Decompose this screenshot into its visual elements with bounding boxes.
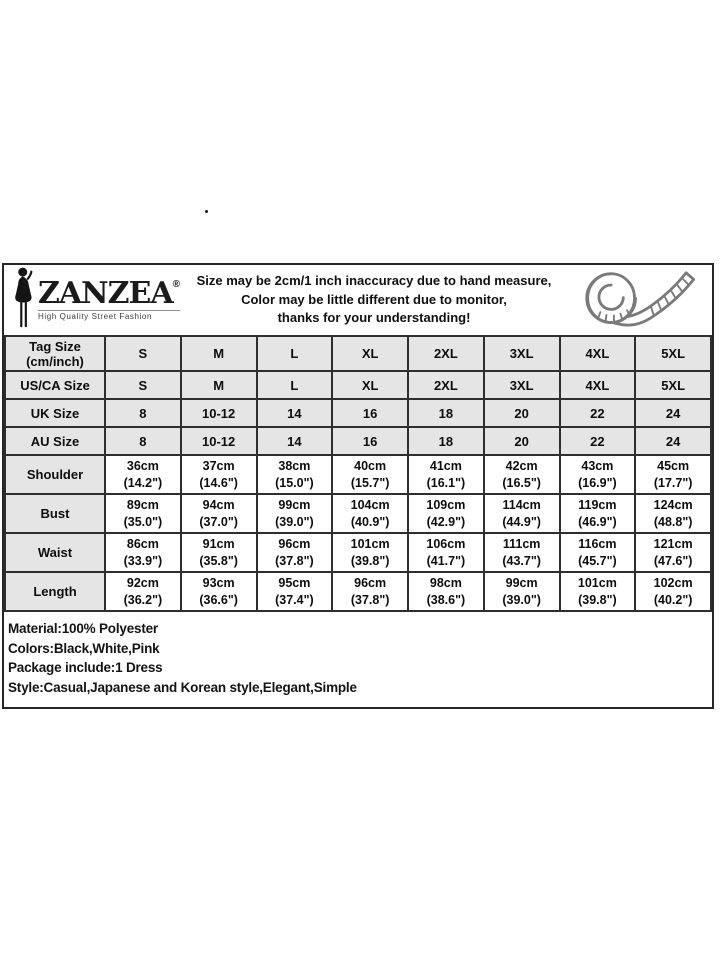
measurement-cell: 42cm (16.5") (484, 455, 560, 494)
product-details (4, 612, 712, 707)
size-cell: 8 (105, 427, 181, 455)
measurement-cell: 45cm (17.7") (635, 455, 711, 494)
measurement-cell: 102cm (40.2") (635, 572, 711, 611)
size-cell: 2XL (408, 371, 484, 399)
size-cell: XL (332, 336, 408, 371)
measurement-cell: 119cm (46.9") (560, 494, 636, 533)
row-label: Shoulder (5, 455, 105, 494)
brand-tagline: High Quality Street Fashion (38, 310, 180, 321)
table-row (5, 494, 711, 533)
measurement-cell: 92cm (36.2") (105, 572, 181, 611)
measurement-cell: 111cm (43.7") (484, 533, 560, 572)
measurement-cell: 116cm (45.7") (560, 533, 636, 572)
size-cell: 5XL (635, 371, 711, 399)
measurement-cell: 86cm (33.9") (105, 533, 181, 572)
row-label: UK Size (5, 399, 105, 427)
measurement-cell: 96cm (37.8") (332, 572, 408, 611)
size-chart-table-body (5, 336, 711, 611)
size-chart-table (4, 335, 712, 612)
measurement-cell: 94cm (37.0") (181, 494, 257, 533)
brand-header (4, 265, 712, 335)
measurement-cell: 91cm (35.8") (181, 533, 257, 572)
size-cell: L (257, 371, 333, 399)
measurement-cell: 121cm (47.6") (635, 533, 711, 572)
size-cell: 3XL (484, 371, 560, 399)
size-cell: 8 (105, 399, 181, 427)
tape-measure-icon (582, 270, 704, 330)
table-row (5, 455, 711, 494)
size-cell: 10-12 (181, 399, 257, 427)
measurement-cell: 114cm (44.9") (484, 494, 560, 533)
detail-line: Colors:Black,White,Pink (8, 640, 160, 656)
size-cell: 18 (408, 427, 484, 455)
table-row (5, 336, 711, 371)
measurement-cell: 36cm (14.2") (105, 455, 181, 494)
measure-notice (170, 272, 582, 328)
size-cell: M (181, 371, 257, 399)
size-cell: 16 (332, 399, 408, 427)
table-row (5, 533, 711, 572)
size-cell: XL (332, 371, 408, 399)
size-cell: 2XL (408, 336, 484, 371)
table-row (5, 427, 711, 455)
measurement-cell: 43cm (16.9") (560, 455, 636, 494)
size-cell: 16 (332, 427, 408, 455)
detail-line: Style:Casual,Japanese and Korean style,Elegant,Simple (8, 679, 357, 695)
notice-line: Size may be 2cm/1 inch inaccuracy due to hand measure, (196, 273, 552, 289)
measurement-cell: 98cm (38.6") (408, 572, 484, 611)
size-cell: 22 (560, 399, 636, 427)
size-chart-panel (2, 263, 714, 709)
row-label: AU Size (5, 427, 105, 455)
row-label: US/CA Size (5, 371, 105, 399)
table-row (5, 399, 711, 427)
measurement-cell: 40cm (15.7") (332, 455, 408, 494)
size-cell: 18 (408, 399, 484, 427)
measurement-cell: 106cm (41.7") (408, 533, 484, 572)
row-label: Bust (5, 494, 105, 533)
size-cell: 14 (257, 427, 333, 455)
size-cell: 10-12 (181, 427, 257, 455)
measurement-cell: 124cm (48.8") (635, 494, 711, 533)
measurement-cell: 101cm (39.8") (560, 572, 636, 611)
detail-line: Package include:1 Dress (8, 660, 163, 675)
woman-silhouette-icon (12, 267, 36, 333)
table-row (5, 572, 711, 611)
size-cell: S (105, 336, 181, 371)
measurement-cell: 93cm (36.6") (181, 572, 257, 611)
measurement-cell: 99cm (39.0") (257, 494, 333, 533)
measurement-cell: 38cm (15.0") (257, 455, 333, 494)
row-label: Tag Size (cm/inch) (5, 336, 105, 371)
table-row (5, 371, 711, 399)
size-cell: 4XL (560, 371, 636, 399)
size-cell: 3XL (484, 336, 560, 371)
size-cell: 24 (635, 399, 711, 427)
brand-name: ZANZEA (38, 276, 173, 311)
measurement-cell: 95cm (37.4") (257, 572, 333, 611)
measurement-cell: 89cm (35.0") (105, 494, 181, 533)
size-cell: 20 (484, 399, 560, 427)
measurement-cell: 37cm (14.6") (181, 455, 257, 494)
size-cell: 4XL (560, 336, 636, 371)
measurement-cell: 41cm (16.1") (408, 455, 484, 494)
size-cell: L (257, 336, 333, 371)
brand-logo (12, 267, 181, 333)
measurement-cell: 104cm (40.9") (332, 494, 408, 533)
size-cell: 22 (560, 427, 636, 455)
size-cell: 5XL (635, 336, 711, 371)
speck-artifact (205, 210, 208, 213)
measurement-cell: 96cm (37.8") (257, 533, 333, 572)
size-cell: M (181, 336, 257, 371)
brand-text (38, 276, 181, 321)
registered-mark: ® (172, 279, 181, 290)
notice-line: thanks for your understanding! (277, 310, 471, 326)
detail-line: Material:100% Polyester (8, 621, 158, 636)
size-cell: 24 (635, 427, 711, 455)
size-cell: 20 (484, 427, 560, 455)
measurement-cell: 99cm (39.0") (484, 572, 560, 611)
measurement-cell: 109cm (42.9") (408, 494, 484, 533)
size-cell: 14 (257, 399, 333, 427)
notice-line: Color may be little different due to monitor, (241, 291, 507, 307)
row-label: Waist (5, 533, 105, 572)
row-label: Length (5, 572, 105, 611)
measurement-cell: 101cm (39.8") (332, 533, 408, 572)
size-cell: S (105, 371, 181, 399)
